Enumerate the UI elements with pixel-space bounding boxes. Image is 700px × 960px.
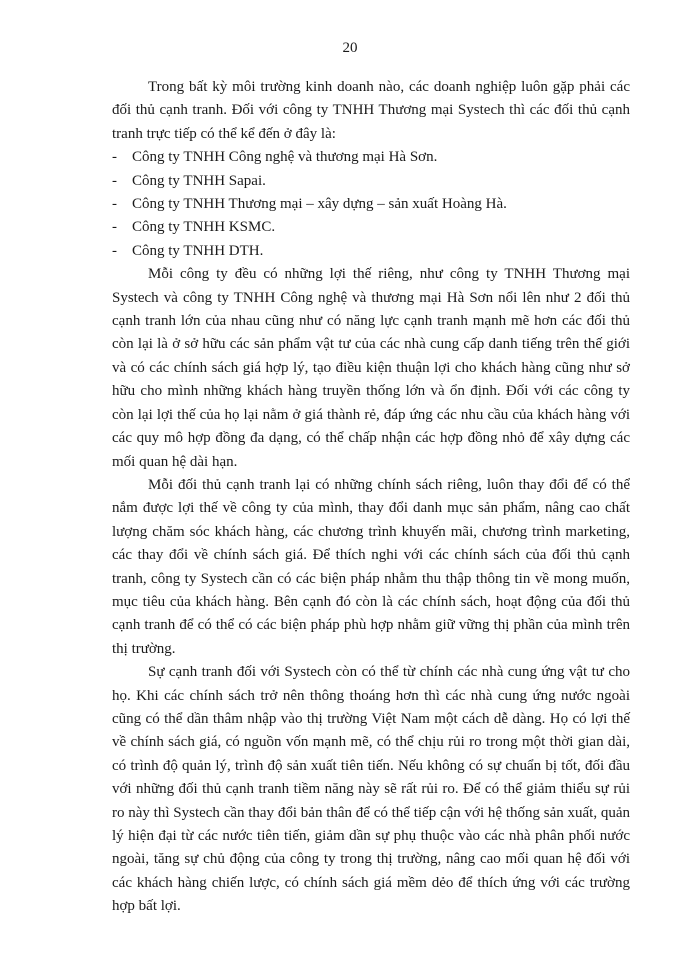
page-content	[112, 76, 630, 919]
bullet-dash: -	[112, 196, 117, 213]
list-item: - Công ty TNHH Thương mại – xây dựng – sản xuất Hoàng Hà.	[112, 193, 630, 216]
page-number: 20	[342, 40, 358, 56]
list-item: - Công ty TNHH Sapai.	[112, 170, 630, 193]
bullet-dash: -	[112, 149, 117, 166]
competitor-list	[112, 146, 630, 263]
body-paragraph: Mỗi công ty đều có những lợi thế riêng, như công ty TNHH Thương mại Systech và công ty TNHH Công nghệ và thương mại Hà Sơn nổi lên như 2 đối thủ cạnh tranh lớn của nhau cũng như có năng lực cạnh tranh mạnh mẽ hơn các đối thủ còn lại là ở sở hữu các sản phẩm vật tư của các nhà cung cấp danh tiếng trên thế giới và có các chính sách giá hợp lý, tạo điều kiện thuận lợi cho khách hàng cũng như sở hữu cho mình những khách hàng truyền thống lớn và ổn định. Đối với các công ty còn lại lợi thế của họ lại nằm ở giá thành rẻ, đáp ứng các nhu cầu của khách hàng với các quy mô hợp đồng đa dạng, có thể chấp nhận các hợp đồng nhỏ để xây dựng các mối quan hệ dài hạn.	[112, 266, 630, 470]
bullet-dash: -	[112, 242, 117, 259]
list-item: - Công ty TNHH KSMC.	[112, 216, 630, 239]
body-paragraph: Mỗi đối thủ cạnh tranh lại có những chính sách riêng, luôn thay đổi để có thể nắm được lợi thế về công ty của mình, thay đổi danh mục sản phẩm, nâng cao chất lượng chăm sóc khách hàng, các chương trình khuyến mãi, chương trình marketing, các thay đổi về chính sách giá. Để thích nghi với các chính sách của đối thủ cạnh tranh, công ty Systech cần có các biện pháp nhằm thu thập thông tin về mong muốn, mục tiêu của khách hàng. Bên cạnh đó còn là các chính sách, hoạt động của đối thủ cạnh tranh để có thể có các biện pháp phù hợp nhằm giữ vững thị phần của mình trên thị trường.	[112, 476, 630, 657]
intro-paragraph: Trong bất kỳ môi trường kinh doanh nào, các doanh nghiệp luôn gặp phải các đối thủ cạnh tranh. Đối với công ty TNHH Thương mại Systech thì các đối thủ cạnh tranh trực tiếp có thể kể đến ở đây là:	[112, 79, 630, 142]
bullet-dash: -	[112, 172, 117, 189]
list-item: - Công ty TNHH DTH.	[112, 240, 630, 263]
bullet-dash: -	[112, 219, 117, 236]
list-item: - Công ty TNHH Công nghệ và thương mại Hà Sơn.	[112, 146, 630, 169]
body-paragraph: Sự cạnh tranh đối với Systech còn có thể từ chính các nhà cung ứng vật tư cho họ. Khi các chính sách trở nên thông thoáng hơn thì các nhà cung ứng nước ngoài cũng có thể dần thâm nhập vào thị trường Việt Nam một cách dễ dàng. Họ có lợi thế về chính sách giá, có nguồn vốn mạnh mẽ, có thể chịu rủi ro trong một thời gian dài, có trình độ quản lý, trình độ sản xuất tiên tiến. Nếu không có sự chuẩn bị tốt, đối đầu với những đối thủ cạnh tranh tiềm năng này sẽ rất rủi ro. Để có thể giảm thiểu sự rủi ro này thì Systech cần thay đổi bản thân để có thể tiếp cận với hệ thống sản xuất, quản lý hiện đại từ các nước tiên tiến, giảm dần sự phụ thuộc vào các nhà phân phối nước ngoài, tăng sự chủ động của công ty trong thị trường, nâng cao mối quan hệ đối với các khách hàng chiến lược, có chính sách giá mềm dẻo để thích ứng với các trường hợp bất lợi.	[112, 664, 630, 915]
